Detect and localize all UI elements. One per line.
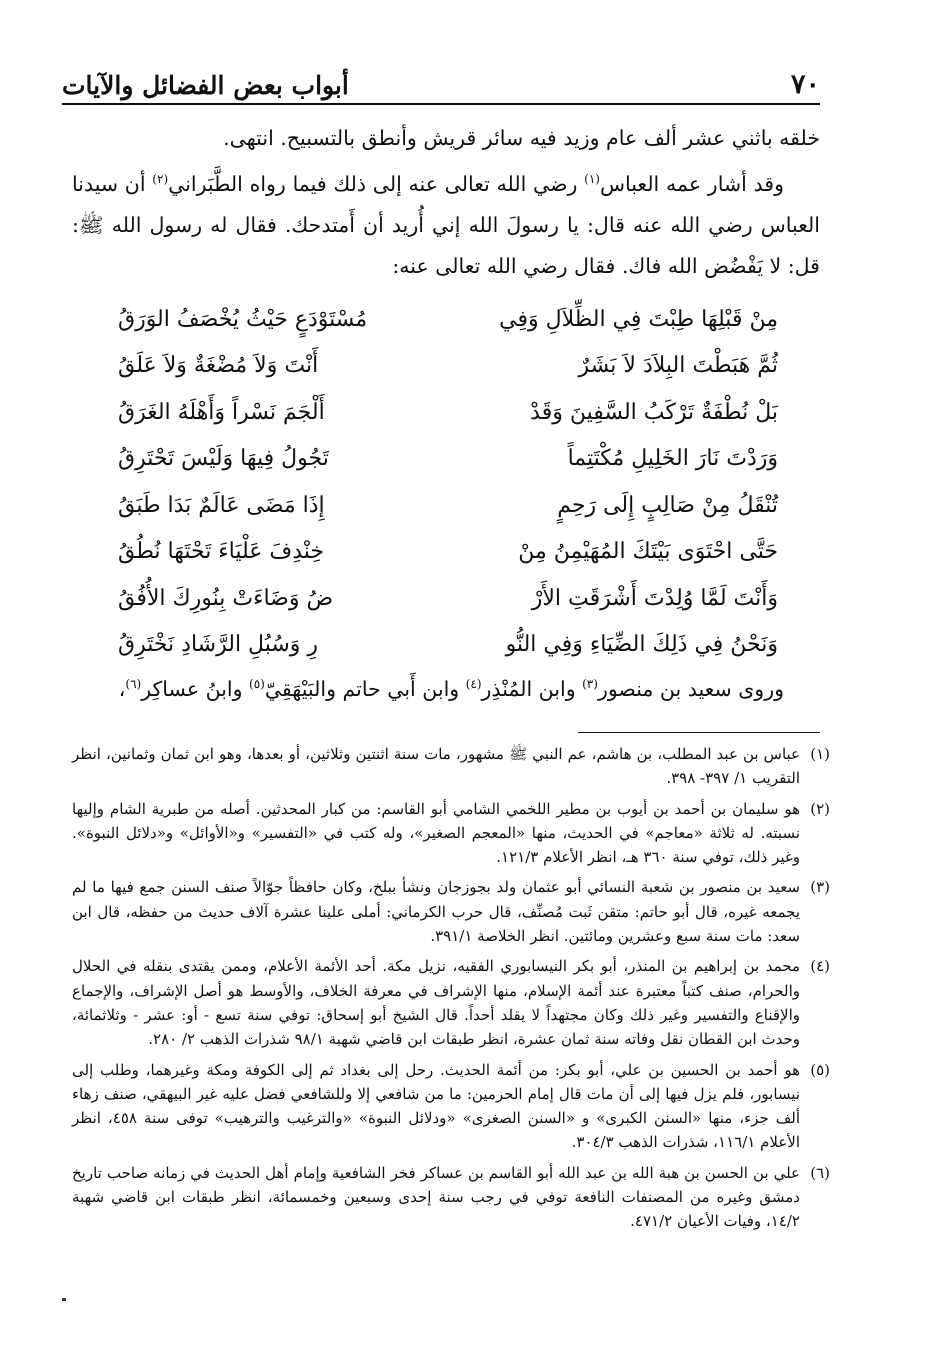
scan-speck bbox=[62, 1298, 66, 1301]
verse-second-hemistich: تَجُولُ فِيهَا وَلَيْسَ تَحْتَرِقُ bbox=[118, 446, 329, 472]
footnote-text: هو سليمان بن أحمد بن أيوب بن مطير اللخمي الشامي أبو القاسم: من كبار المحدثين. أصله من طبرية الشام وإليها نسبته. له ثلاثة «معاجم» في الحديث، منها «المعجم الصغير»، وله كتب في «التفسير» و«الأوائل» و«دلائل النبوة». وغير ذلك، توفي سنة ٣٦٠ هـ، انظر الأعلام ١٢١/٣. bbox=[72, 799, 800, 867]
footnote-ref-5: (٥) bbox=[249, 677, 265, 691]
poem-verse bbox=[118, 575, 778, 622]
paragraph-2 bbox=[72, 159, 820, 287]
header-rule bbox=[62, 103, 820, 105]
verse-first-hemistich: تُنْقَلُ مِنْ صَالِبٍ إِلَى رَحِمٍ bbox=[557, 492, 778, 518]
closing-part-1: وروى سعيد بن منصور bbox=[597, 676, 784, 701]
closing-line bbox=[72, 664, 820, 710]
footnote bbox=[72, 875, 830, 948]
verse-first-hemistich: بَلْ نُطْفَةٌ تَرْكَبُ السَّفِينَ وَقَدْ bbox=[530, 399, 778, 425]
footnote bbox=[72, 1161, 830, 1234]
closing-part-2: وابن المُنْذِر bbox=[481, 676, 583, 701]
closing-part-5: ، bbox=[118, 676, 126, 701]
closing-part-4: وابنُ عساكِر bbox=[141, 676, 250, 701]
footnote-number: (٢) bbox=[810, 799, 830, 818]
page-header bbox=[62, 60, 820, 98]
footnote-ref-2: (٢) bbox=[152, 172, 169, 186]
verse-second-hemistich: إِذَا مَضَى عَالَمٌ بَدَا طَبَقُ bbox=[118, 492, 325, 518]
footnote-number: (٥) bbox=[810, 1060, 830, 1079]
verse-first-hemistich: وَنَحْنُ فِي ذَلِكَ الضِّيَاءِ وَفِي النُّو bbox=[505, 632, 778, 658]
footnote-number: (٣) bbox=[810, 878, 830, 897]
running-title: أبواب بعض الفضائل والآيات bbox=[62, 71, 349, 100]
paragraph-2-part-a: وقد أشار عمه العباس bbox=[599, 171, 785, 196]
poem-verse bbox=[118, 622, 778, 669]
footnote bbox=[72, 797, 830, 870]
poem-verse bbox=[118, 436, 778, 483]
poem-verse bbox=[118, 296, 778, 343]
closing-part-3: وابن أَبي حاتم والبَيْهَقِيّ bbox=[264, 676, 466, 701]
poem bbox=[118, 296, 778, 668]
footnote-ref-6: (٦) bbox=[125, 677, 142, 691]
footnote bbox=[72, 1058, 830, 1155]
verse-first-hemistich: وَرَدْتَ نَارَ الخَلِيلِ مُكْتَتِماً bbox=[567, 446, 778, 472]
footnote-text: هو أحمد بن الحسين بن علي، أبو بكر: من أئمة الحديث. رحل إلى بغداد ثم إلى الكوفة ومكة وغيرهما، وطلب إلى نيسابور، فلم يزل فيها إلى أن مات قال إمام الحرمين: ما من شافعي إلا وللشافعي فضل عليه غير البيهقي، صنف زهاء ألف جزء، منها «السنن الكبرى» و «السنن الصغرى» «ودلائل النبوة» «والترغيب والترهيب» توفى سنة ٤٥٨، انظر الأعلام ١١٦/١، شذرات الذهب ٣٠٤/٣. bbox=[72, 1060, 800, 1152]
footnotes bbox=[72, 742, 830, 1240]
verse-first-hemistich: مِنْ قَبْلِهَا طِبْتَ فِي الظِّلاَلِ وَفِي bbox=[499, 306, 778, 332]
verse-second-hemistich: رِ وَسُبُلِ الرَّشَادِ نَخْتَرِقُ bbox=[118, 632, 319, 658]
paragraph-1: خلقه باثني عشر ألف عام وزيد فيه سائر قريش وأنطق بالتسبيح. انتهى. bbox=[223, 126, 820, 150]
poem-verse bbox=[118, 343, 778, 390]
verse-first-hemistich: حَتَّى احْتَوَى بَيْتَكَ المُهَيْمِنُ مِنْ bbox=[518, 539, 778, 565]
paragraph-2-part-b: رضي الله تعالى عنه إلى ذلك فيما رواه الطَّبَراني bbox=[168, 171, 585, 196]
footnote-ref-4: (٤) bbox=[465, 677, 482, 691]
footnote-text: عباس بن عبد المطلب، بن هاشم، عم النبي ﷺ مشهور، مات سنة اثنتين وثلاثين، أو بعدها، وهو ابن ثمان وثمانين، انظر التقريب ١/ ٣٩٧- ٣٩٨. bbox=[72, 745, 800, 788]
footnote-separator bbox=[578, 732, 820, 733]
verse-second-hemistich: مُسْتَوْدَعٍ حَيْثُ يُخْصَفُ الوَرَقُ bbox=[118, 306, 368, 332]
main-text bbox=[72, 118, 820, 287]
poem-verse bbox=[118, 529, 778, 576]
footnote-ref-1: (١) bbox=[584, 172, 600, 186]
poem-verse bbox=[118, 389, 778, 436]
verse-first-hemistich: ثُمَّ هَبَطْتَ البِلاَدَ لاَ بَشَرٌ bbox=[578, 353, 778, 379]
footnote-text: محمد بن إبراهيم بن المنذر، أبو بكر النيسابوري الفقيه، نزيل مكة. أحد الأئمة الأعلام، وممن يقتدى بنقله في الحلال والحرام، صنف كتباً معتبرة عند أئمة الإسلام، منها الإشراف في معرفة الخلاف، والأوسط هو أصل الإشراف، والإجماع والإقناع والتفسير وغير ذلك وكان مجتهداً لا يقلد أحداً. قال الشيخ أبو إسحاق: توفي سنة تسع - أو: عشر - وثلاثمائة، وحدث ابن القطان نقل وفاته سنة ثمان عشرة، انظر طبقات ابن قاضي شهبة ٩٨/١ شذرات الذهب ٢/ ٢٨٠. bbox=[72, 957, 800, 1049]
verse-second-hemistich: ضُ وَضَاءَتْ بِنُورِكَ الأُفُقُ bbox=[118, 585, 334, 611]
verse-first-hemistich: وَأَنْتَ لَمَّا وُلِدْتَ أَشْرَقَتِ الأَرْ bbox=[531, 585, 778, 611]
footnote bbox=[72, 954, 830, 1051]
footnote-text: سعيد بن منصور بن شعبة النسائي أبو عثمان ولد بجوزجان ونشأ ببلخ، وكان حافظاً جوّالاً صنف السنن جمع فيها ما لم يجمعه غيره، قال أبو حاتم: متقن ثَبت مُصنِّف، قال حرب الكرماني: أملى علينا عشرة آلاف حديث من حفظه، قال ابن سعد: مات سنة سبع وعشرين ومائتين. انظر الخلاصة ٣٩١/١. bbox=[72, 878, 800, 946]
footnote bbox=[72, 742, 830, 791]
poem-verse bbox=[118, 482, 778, 529]
page-number: ٧٠ bbox=[790, 69, 820, 100]
footnote-number: (٤) bbox=[810, 957, 830, 976]
footnote-number: (١) bbox=[810, 745, 830, 763]
verse-second-hemistich: خِنْدِفَ عَلْيَاءَ تَحْتَهَا نُطُقُ bbox=[118, 539, 324, 565]
footnote-ref-3: (٣) bbox=[582, 677, 598, 691]
footnote-number: (٦) bbox=[810, 1163, 830, 1182]
footnote-text: علي بن الحسن بن هبة الله بن عبد الله أبو القاسم بن عساكر فخر الشافعية وإمام أهل الحديث في زمانه صاحب تاريخ دمشق وغيره من المصنفات النافعة توفي في رجب سنة إحدى وسبعين وخمسمائة، انظر طبقات ابن قاضي شهبة ١٤/٢، وفيات الأعيان ٤٧١/٢. bbox=[72, 1163, 800, 1231]
verse-second-hemistich: أَنْتَ وَلاَ مُضْغَةٌ وَلاَ عَلَقُ bbox=[118, 353, 319, 379]
paragraph-2-part-c: أن سيدنا العباس رضي الله عنه قال: يا رسولَ الله إني أُريد أن أَمتدحك. فقال له رسول الله ﷺ: قل: لا يَفْضُض الله فاك. فقال رضي الله تعالى عنه: bbox=[72, 171, 820, 278]
verse-second-hemistich: أَلْجَمَ نَسْراً وَأَهْلَهُ الغَرَقُ bbox=[118, 399, 325, 425]
